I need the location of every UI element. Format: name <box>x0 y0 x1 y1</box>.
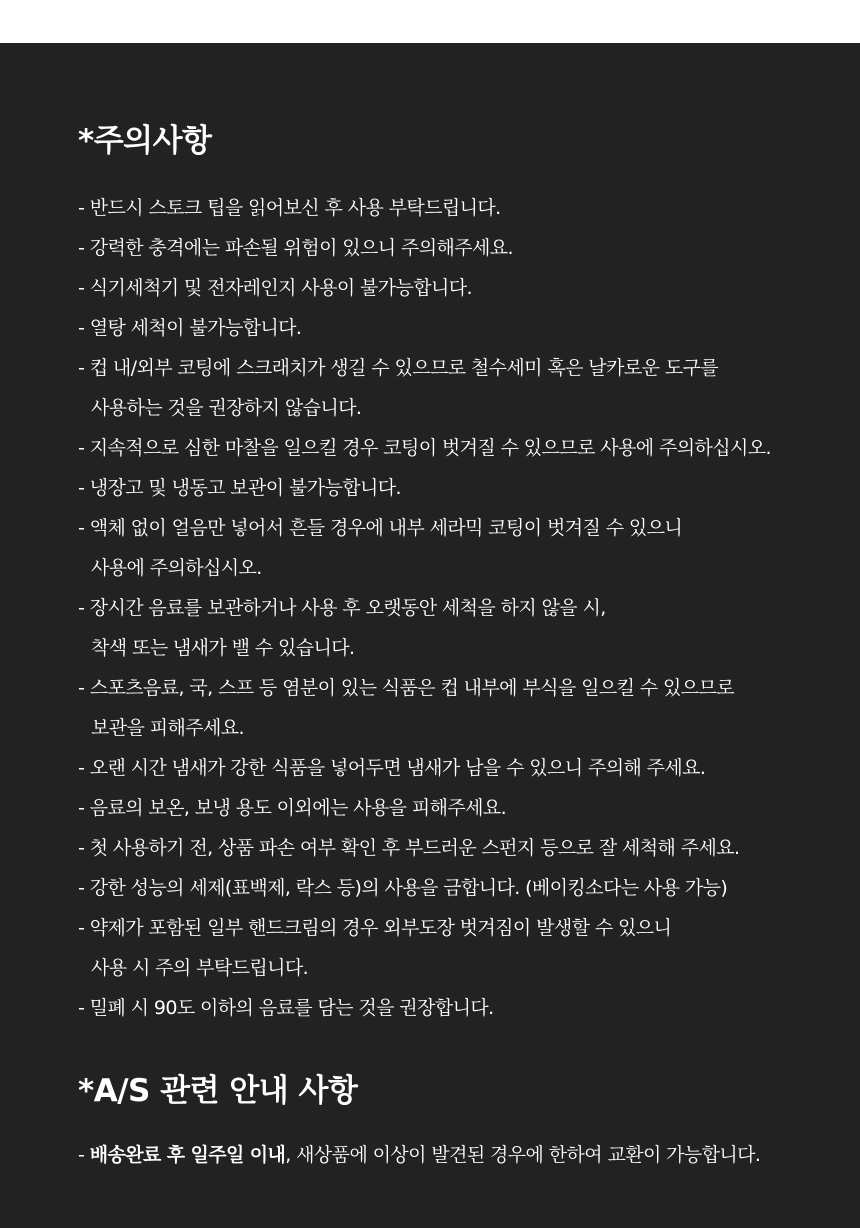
caution-item-text: - 밀폐 시 90도 이하의 음료를 담는 것을 권장합니다. <box>78 997 494 1019</box>
caution-item <box>78 468 838 508</box>
as-note-prefix: - <box>78 1144 90 1166</box>
caution-item <box>78 348 838 428</box>
caution-item-text: - 냉장고 및 냉동고 보관이 불가능합니다. <box>78 477 401 499</box>
caution-item-text: - 반드시 스토크 팁을 읽어보신 후 사용 부탁드립니다. <box>78 197 501 219</box>
caution-item-text: - 액체 없이 얼음만 넣어서 흔들 경우에 내부 세라믹 코팅이 벗겨질 수 있으니 <box>78 517 683 539</box>
as-heading: *A/S 관련 안내 사항 <box>78 1073 358 1109</box>
caution-item <box>78 268 838 308</box>
as-note-emphasis: 배송완료 후 일주일 이내 <box>89 1144 286 1166</box>
caution-item-text: - 식기세척기 및 전자레인지 사용이 불가능합니다. <box>78 277 472 299</box>
caution-item <box>78 188 838 228</box>
caution-item <box>78 228 838 268</box>
caution-item <box>78 748 838 788</box>
caution-item <box>78 668 838 748</box>
caution-item-text: - 스포츠음료, 국, 스프 등 염분이 있는 식품은 컵 내부에 부식을 일으킬 수 있으므로 <box>78 677 734 699</box>
caution-item-text: - 컵 내/외부 코팅에 스크래치가 생길 수 있으므로 철수세미 혹은 날카로운 도구를 <box>78 357 719 379</box>
caution-item <box>78 908 838 988</box>
caution-item-continuation: 착색 또는 냄새가 밸 수 있습니다. <box>91 637 355 659</box>
caution-item-text: - 강력한 충격에는 파손될 위험이 있으니 주의해주세요. <box>78 237 513 259</box>
caution-item <box>78 988 838 1028</box>
caution-item-text: - 강한 성능의 세제(표백제, 락스 등)의 사용을 금합니다. (베이킹소다는 사용 가능) <box>78 877 728 899</box>
caution-list <box>78 188 838 1028</box>
caution-item-text: - 지속적으로 심한 마찰을 일으킬 경우 코팅이 벗겨질 수 있으므로 사용에 주의하십시오. <box>78 437 771 459</box>
caution-item-text: - 장시간 음료를 보관하거나 사용 후 오랫동안 세척을 하지 않을 시, <box>78 597 606 619</box>
caution-item-continuation: 사용하는 것을 권장하지 않습니다. <box>91 397 362 419</box>
caution-item <box>78 828 838 868</box>
as-note-text: , 새상품에 이상이 발견된 경우에 한하여 교환이 가능합니다. <box>285 1144 761 1166</box>
caution-item-continuation: 사용에 주의하십시오. <box>91 557 262 579</box>
caution-item <box>78 588 838 668</box>
as-note <box>78 1135 760 1175</box>
caution-item <box>78 428 838 468</box>
top-white-strip <box>0 0 860 43</box>
caution-item-text: - 첫 사용하기 전, 상품 파손 여부 확인 후 부드러운 스펀지 등으로 잘 세척해 주세요. <box>78 837 740 859</box>
caution-item-continuation: 보관을 피해주세요. <box>91 717 244 739</box>
caution-item-text: - 약제가 포함된 일부 핸드크림의 경우 외부도장 벗겨짐이 발생할 수 있으니 <box>78 917 672 939</box>
caution-item <box>78 868 838 908</box>
caution-item <box>78 788 838 828</box>
caution-item-text: - 음료의 보온, 보냉 용도 이외에는 사용을 피해주세요. <box>78 797 507 819</box>
caution-item <box>78 508 838 588</box>
caution-item-text: - 열탕 세척이 불가능합니다. <box>78 317 302 339</box>
caution-item <box>78 308 838 348</box>
notice-panel <box>0 43 860 1228</box>
caution-heading: *주의사항 <box>78 123 212 159</box>
caution-item-continuation: 사용 시 주의 부탁드립니다. <box>91 957 309 979</box>
caution-item-text: - 오랜 시간 냄새가 강한 식품을 넣어두면 냄새가 남을 수 있으니 주의해 주세요. <box>78 757 706 779</box>
